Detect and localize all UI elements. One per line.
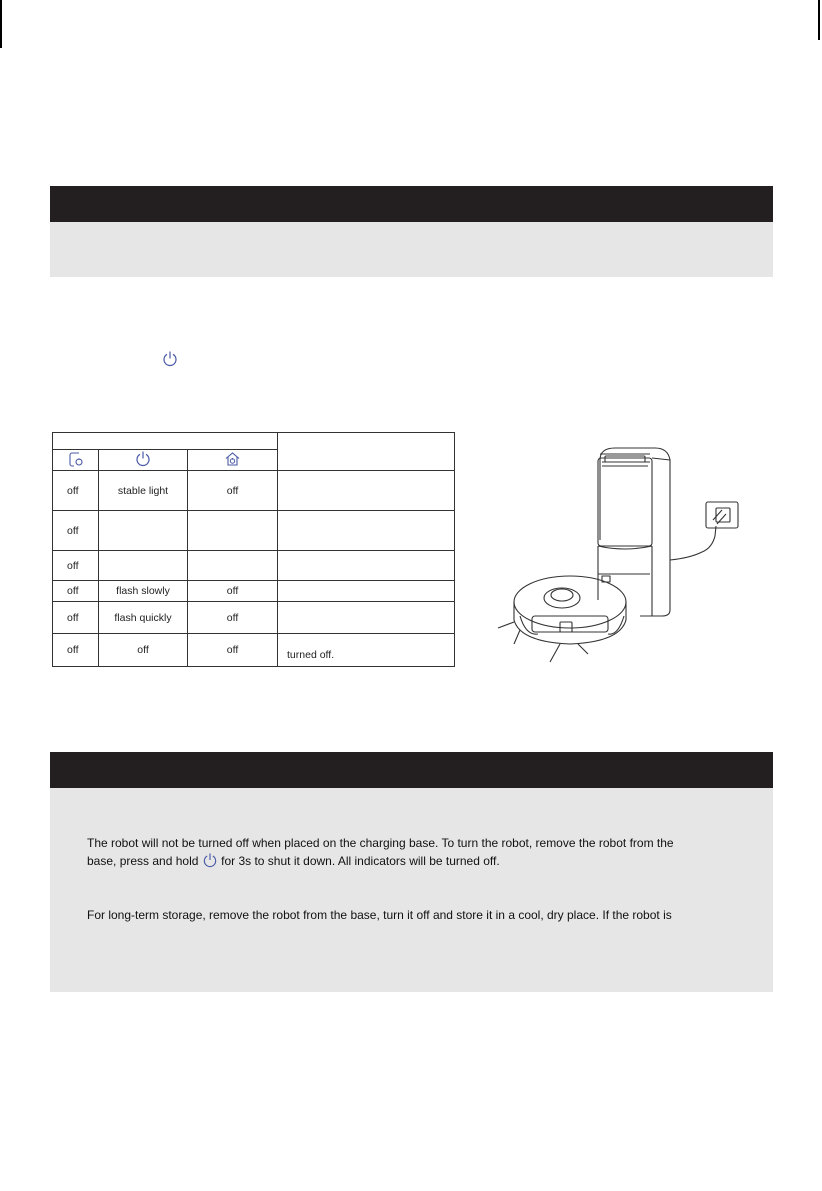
status-description-cell	[278, 511, 455, 551]
table-row	[53, 471, 455, 511]
power-indicator-cell: stable light	[99, 471, 188, 511]
power-indicator-cell	[99, 551, 188, 581]
robot-indicator-cell: off	[53, 551, 99, 581]
home-indicator-cell: off	[188, 471, 278, 511]
shutdown-line-1: The robot will not be turned off when placed on the charging base. To turn the robot, remove the robot from the	[87, 836, 674, 850]
robot-indicator-cell: off	[53, 511, 99, 551]
indicator-header	[53, 433, 278, 450]
power-indicator-cell: flash slowly	[99, 581, 188, 602]
power-indicator-cell	[99, 511, 188, 551]
status-description-cell	[278, 471, 455, 511]
indicator-table	[52, 432, 455, 667]
robot-indicator-cell: off	[53, 602, 99, 634]
home-indicator-cell	[188, 511, 278, 551]
status-description-cell: turned off.	[278, 634, 455, 667]
shutdown-storage-panel	[50, 788, 773, 992]
section-header-bar	[50, 186, 773, 222]
home-base-icon	[224, 451, 241, 467]
shutdown-line-2	[87, 852, 500, 870]
robot-indicator-cell: off	[53, 581, 99, 602]
icon-header-cell	[99, 450, 188, 471]
storage-line: For long-term storage, remove the robot from the base, turn it off and store it in a cool, dry place. If the robot is	[87, 908, 672, 922]
robot-indicator-cell: off	[53, 471, 99, 511]
robot-indicator-cell: off	[53, 634, 99, 667]
crop-mark-right	[818, 0, 820, 40]
robot-mode-icon	[68, 451, 84, 467]
home-indicator-cell	[188, 551, 278, 581]
icon-header-cell	[53, 450, 99, 471]
section-intro-panel	[50, 222, 773, 277]
status-header	[278, 433, 455, 471]
crop-mark-left	[0, 0, 2, 48]
power-indicator-cell: off	[99, 634, 188, 667]
power-icon	[202, 852, 218, 868]
status-description-cell	[278, 581, 455, 602]
section-header-bar	[50, 752, 773, 788]
status-description-cell	[278, 602, 455, 634]
table-row	[53, 602, 455, 634]
icon-header-cell	[188, 450, 278, 471]
shutdown-line-2-pre: base, press and hold	[87, 854, 199, 868]
table-row	[53, 581, 455, 602]
home-indicator-cell: off	[188, 581, 278, 602]
power-icon	[162, 350, 178, 367]
table-row	[53, 634, 455, 667]
home-indicator-cell: off	[188, 634, 278, 667]
home-indicator-cell: off	[188, 602, 278, 634]
power-icon	[135, 450, 151, 467]
robot-base-illustration	[490, 440, 750, 670]
power-indicator-cell: flash quickly	[99, 602, 188, 634]
table-row	[53, 551, 455, 581]
status-description-cell	[278, 551, 455, 581]
shutdown-line-2-post: for 3s to shut it down. All indicators will be turned off.	[221, 854, 500, 868]
table-row	[53, 511, 455, 551]
